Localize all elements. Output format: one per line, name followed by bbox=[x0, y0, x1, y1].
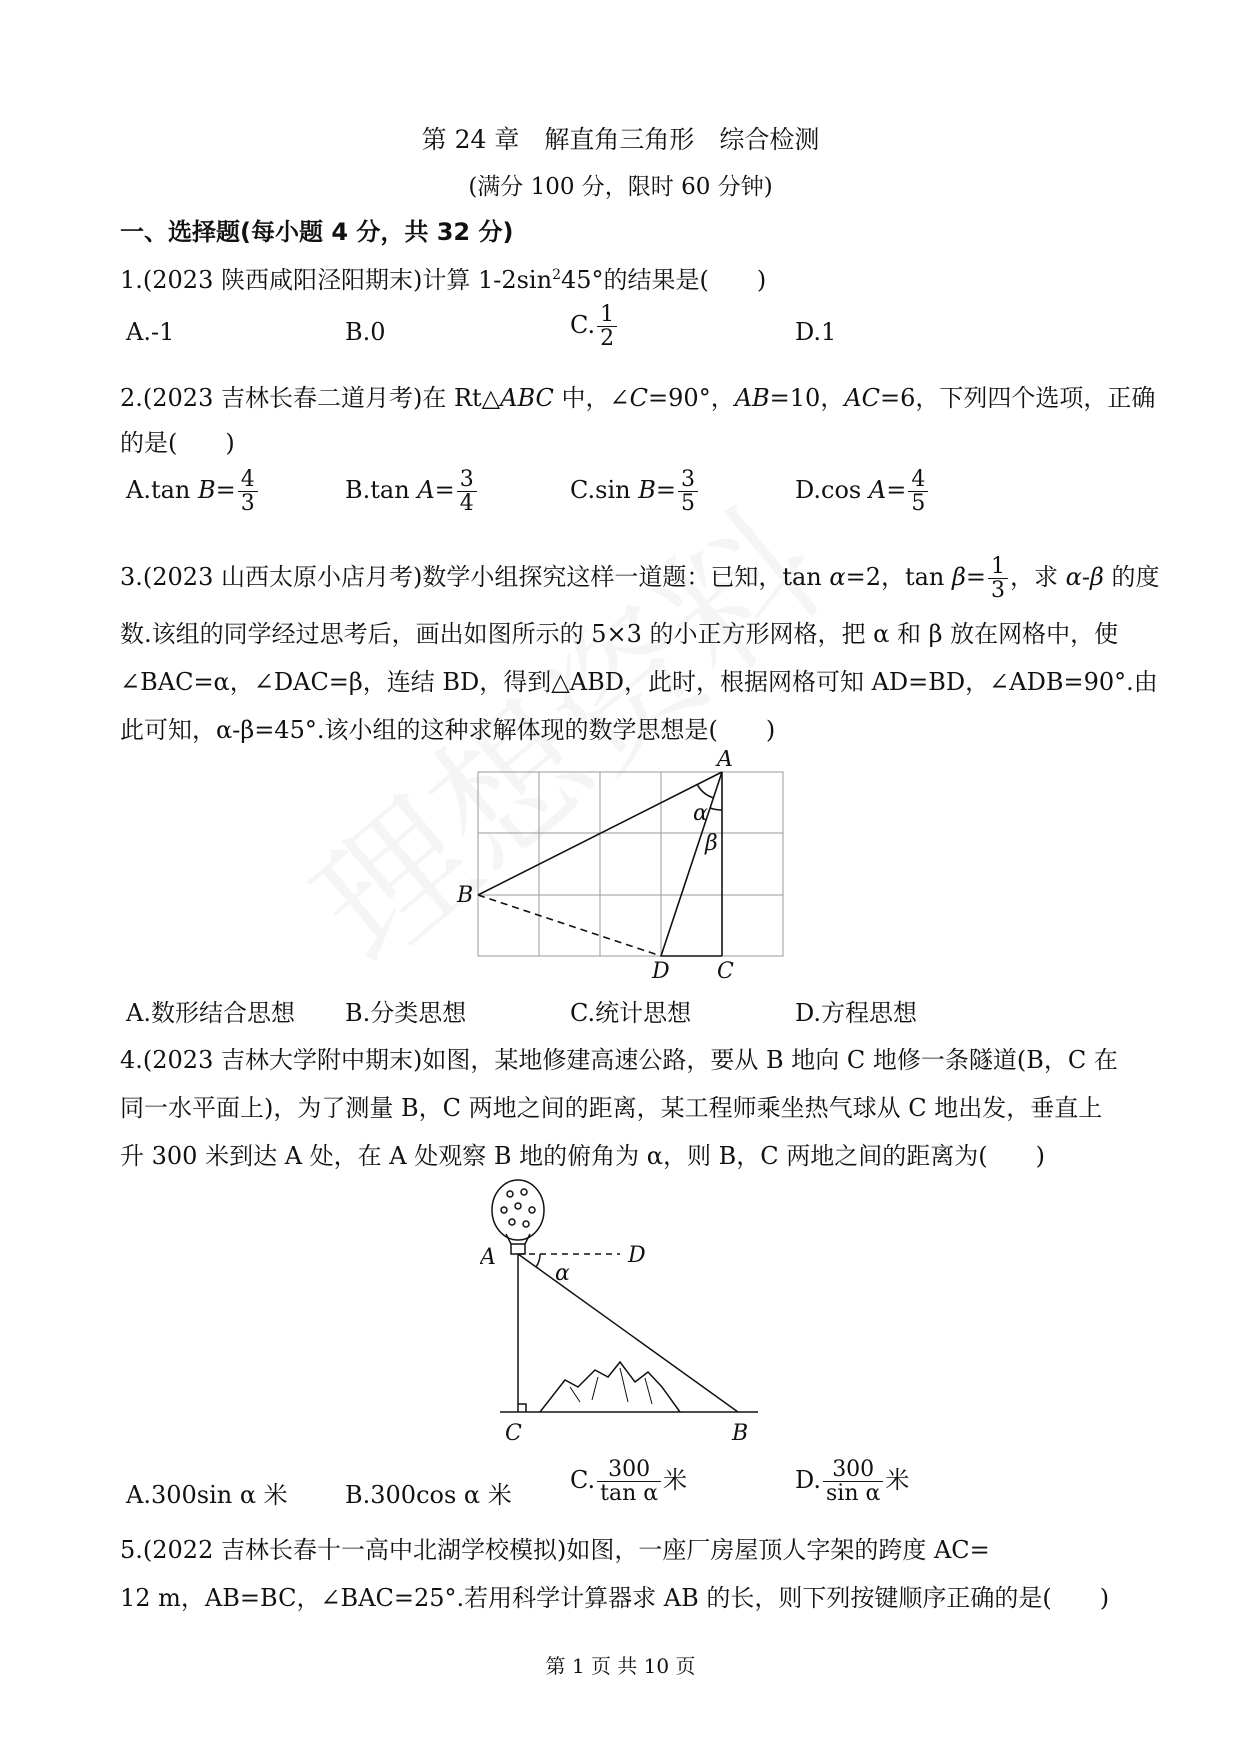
q2-stem-line1: 2.(2023 吉林长春二道月考)在 Rt△ABC 中，∠C=90°，AB=10，AC=6，下列四个选项，正确 bbox=[120, 384, 1156, 412]
q1-option-c: C. $\frac{1}{2}$ bbox=[570, 303, 619, 350]
angle-beta-arc bbox=[710, 808, 722, 810]
q5-stem-line1: 5.(2022 吉林长春十一高中北湖学校模拟)如图，一座厂房屋顶人字架的跨度 AC= bbox=[120, 1536, 990, 1564]
label-a: A bbox=[717, 750, 733, 772]
q1-stem: 1.(2023 陕西咸阳泾阳期末)计算 $1-2\sin^245^\circ$的结果是( ) bbox=[120, 266, 767, 294]
q4-option-d: D. $\frac{300}{\text{sin α}}$ 米 bbox=[795, 1457, 910, 1507]
segment-ab bbox=[518, 1254, 738, 1412]
section-heading: 一、选择题(每小题 4 分，共 32 分) bbox=[120, 218, 514, 246]
q2-option-b: B.tan A= $\frac{3}{4}$ bbox=[345, 468, 479, 515]
q4-stem-line2: 同一水平面上)，为了测量 B，C 两地之间的距离，某工程师乘坐热气球从 C 地出发，垂直上 bbox=[120, 1094, 1103, 1122]
q4-option-b: B.300cos α 米 bbox=[345, 1481, 512, 1509]
label-d: D bbox=[628, 1243, 646, 1268]
segment-bd-dashed bbox=[478, 895, 661, 956]
grid-lines bbox=[478, 772, 783, 956]
mountain-icon bbox=[540, 1362, 680, 1412]
page-title: 第 24 章 解直角三角形 综合检测 bbox=[421, 125, 820, 154]
label-alpha: α bbox=[693, 801, 708, 826]
q3-grid-figure bbox=[455, 750, 795, 980]
label-alpha: α bbox=[555, 1261, 570, 1286]
label-c: C bbox=[717, 959, 734, 980]
q2-option-d: D.cos A= $\frac{4}{5}$ bbox=[795, 468, 930, 515]
label-beta: β bbox=[705, 831, 718, 856]
q2-option-c: C.sin B= $\frac{3}{5}$ bbox=[570, 468, 700, 515]
page-footer: 第 1 页 共 10 页 bbox=[545, 1654, 696, 1678]
q4-stem-line3: 升 300 米到达 A 处，在 A 处观察 B 地的俯角为 α，则 B，C 两地之间的距离为( ) bbox=[120, 1142, 1045, 1170]
label-b: B bbox=[457, 883, 474, 908]
q3-option-d: D.方程思想 bbox=[795, 999, 918, 1027]
q1-option-a: A.-1 bbox=[126, 318, 175, 346]
segment-ad bbox=[661, 772, 722, 956]
q3-stem-line3: ∠BAC=α，∠DAC=β，连结 BD，得到△ABD，此时，根据网格可知 AD=BD，∠ADB=90°.由 bbox=[120, 668, 1158, 696]
q3-stem-line4: 此可知，α-β=45°.该小组的这种求解体现的数学思想是( ) bbox=[120, 716, 776, 744]
q4-option-c: C. $\frac{300}{\text{tan α}}$ 米 bbox=[570, 1457, 688, 1507]
angle-alpha-arc bbox=[536, 1254, 540, 1267]
label-b: B bbox=[732, 1421, 749, 1446]
right-angle-mark bbox=[518, 1404, 526, 1412]
label-c: C bbox=[505, 1421, 522, 1446]
q1-option-b: B.0 bbox=[345, 318, 386, 346]
q4-balloon-figure bbox=[480, 1172, 770, 1447]
q3-stem-line1: 3.(2023 山西太原小店月考)数学小组探究这样一道题：已知，tan α=2，tan β= $\frac{1}{3}$ ，求 α-β 的度 bbox=[120, 554, 1160, 604]
balloon-icon bbox=[492, 1180, 544, 1240]
q4-stem-line1: 4.(2023 吉林大学附中期末)如图，某地修建高速公路，要从 B 地向 C 地修一条隧道(B，C 在 bbox=[120, 1046, 1118, 1074]
page-subtitle: (满分 100 分，限时 60 分钟) bbox=[468, 174, 773, 200]
q1-option-d: D.1 bbox=[795, 318, 837, 346]
q3-option-a: A.数形结合思想 bbox=[126, 999, 295, 1027]
q3-stem-line2: 数.该组的同学经过思考后，画出如图所示的 5×3 的小正方形网格，把 α 和 β 放在网格中，使 bbox=[120, 620, 1119, 648]
q5-stem-line2: 12 m，AB=BC，∠BAC=25°.若用科学计算器求 AB 的长，则下列按键顺序正确的是( ) bbox=[120, 1584, 1110, 1612]
q3-option-c: C.统计思想 bbox=[570, 999, 692, 1027]
label-a: A bbox=[480, 1245, 496, 1270]
q4-option-a: A.300sin α 米 bbox=[126, 1481, 288, 1509]
q3-option-b: B.分类思想 bbox=[345, 999, 467, 1027]
angle-alpha-arc bbox=[697, 784, 714, 798]
label-d: D bbox=[652, 959, 670, 980]
q2-option-a: A.tan B= $\frac{4}{3}$ bbox=[126, 468, 260, 515]
q2-stem-line2: 的是( ) bbox=[120, 429, 235, 457]
